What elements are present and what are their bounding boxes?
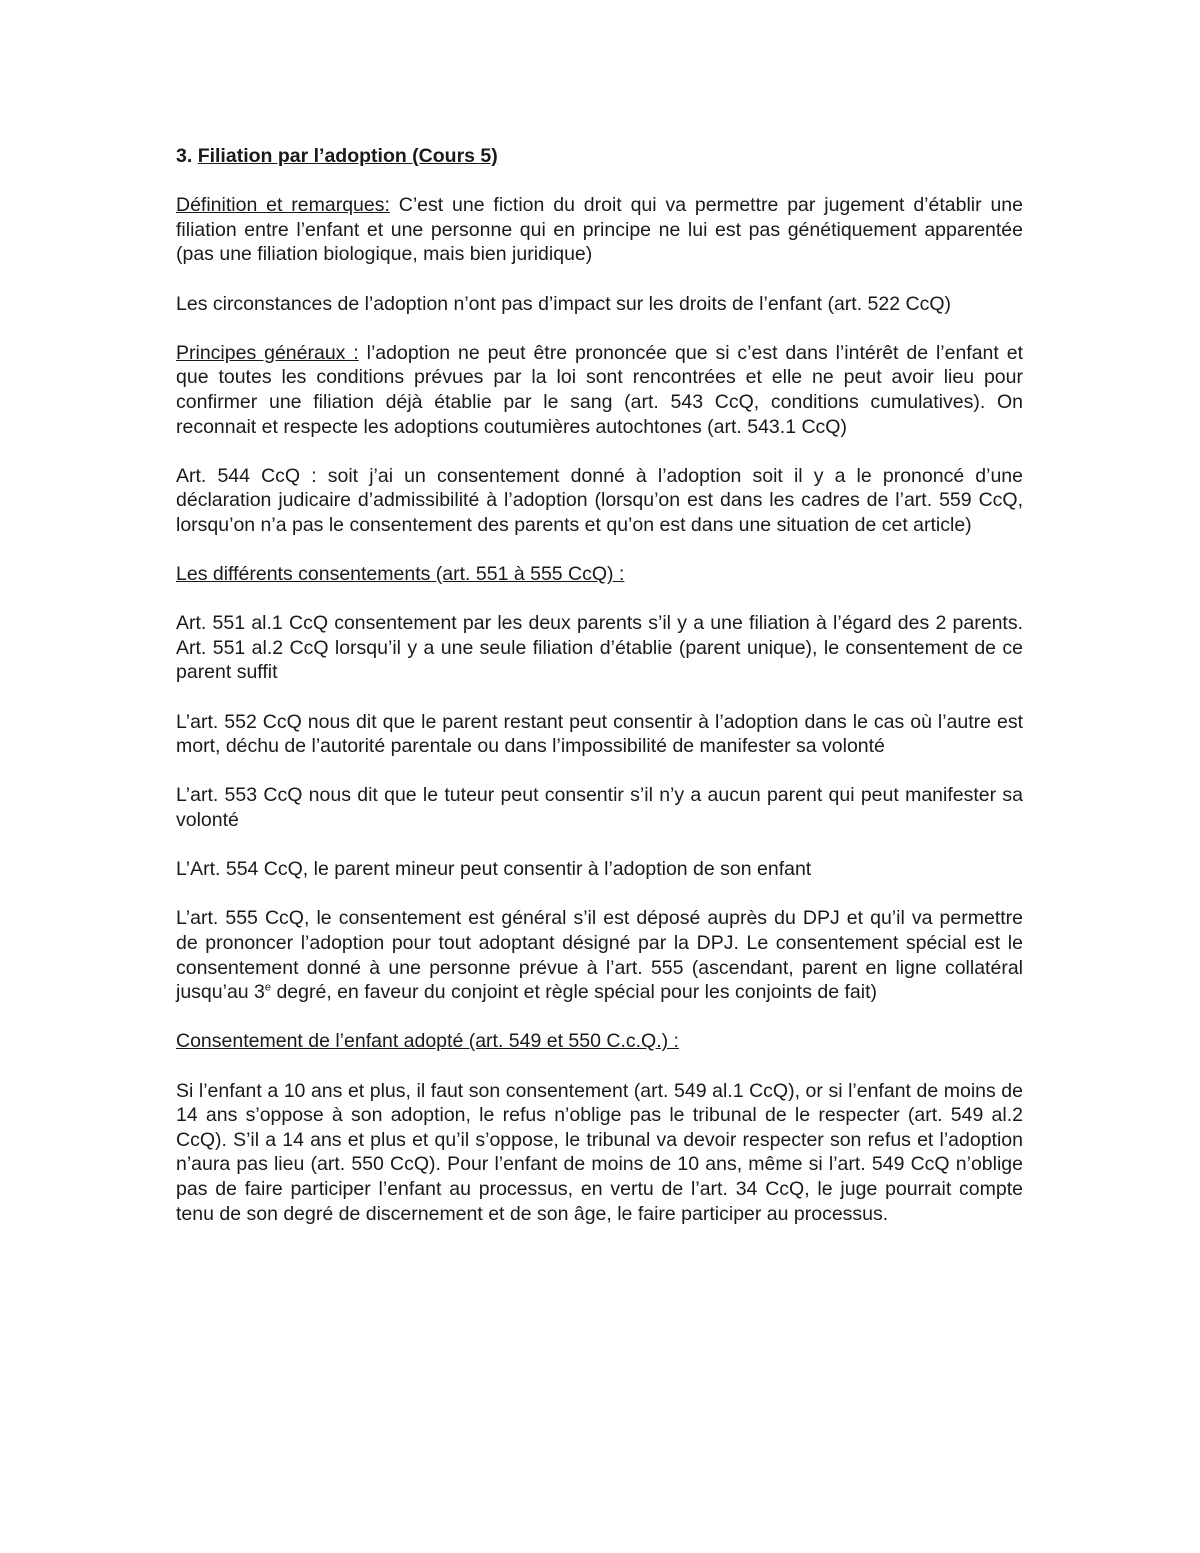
- art555-superscript: e: [264, 981, 272, 994]
- section-heading: [176, 144, 1023, 169]
- art544-paragraph: Art. 544 CcQ : soit j’ai un consentement donné à l’adoption soit il y a le prononcé d’une déclaration judicaire d’admissibilité à l’adoption (lorsqu’on est dans les cadres de l’art. 559 CcQ, lorsqu’on n’a pas le consentement des parents et qu’on est dans une situation de cet article): [176, 464, 1023, 536]
- enfant-heading: Consentement de l’enfant adopté (art. 549 et 550 C.c.Q.) :: [176, 1030, 679, 1053]
- section-title: Filiation par l’adoption (Cours 5): [197, 145, 498, 167]
- principes-paragraph: [176, 341, 1023, 439]
- document-body: [176, 144, 1023, 1251]
- circonstances-paragraph: Les circonstances de l’adoption n’ont pas d’impact sur les droits de l’enfant (art. 522 CcQ): [176, 292, 951, 315]
- art555-text-b: degré, en faveur du conjoint et règle spécial pour les conjoints de fait): [271, 981, 877, 1004]
- art553-paragraph: L’art. 553 CcQ nous dit que le tuteur peut consentir s’il n’y a aucun parent qui peut manifester sa volonté: [176, 784, 1023, 832]
- definition-label: Définition et remarques:: [176, 194, 390, 217]
- consentements-heading: Les différents consentements (art. 551 à 555 CcQ) :: [176, 563, 625, 586]
- art555-text-a: L’art. 555 CcQ, le consentement est général s’il est déposé auprès du DPJ et qu’il va permettre de prononcer l’adoption pour tout adoptant désigné par la DPJ. Le consentement spécial est le consentement donné à une personne prévue à l’art. 555 (ascendant, parent en ligne collatéral jusqu’au 3: [176, 907, 1023, 1004]
- section-number: 3.: [176, 145, 198, 167]
- enfant-paragraph: Si l’enfant a 10 ans et plus, il faut son consentement (art. 549 al.1 CcQ), or si l’enfant de moins de 14 ans s’oppose à son adoption, le refus n’oblige pas le tribunal de le respecter (art. 549 al.2 CcQ). S’il a 14 ans et plus et qu’il s’oppose, le tribunal va devoir respecter son refus et l’adoption n’aura pas lieu (art. 550 CcQ). Pour l’enfant de moins de 10 ans, même si l’art. 549 CcQ n’oblige pas de faire participer l’enfant au processus, en vertu de l’art. 34 CcQ, le juge pourrait compte tenu de son degré de discernement et de son âge, le faire participer au processus.: [176, 1079, 1023, 1225]
- art551-paragraph: Art. 551 al.1 CcQ consentement par les deux parents s’il y a une filiation à l’égard des 2 parents. Art. 551 al.2 CcQ lorsqu’il y a une seule filiation d’établie (parent unique), le consentement de ce parent suffit: [176, 612, 1023, 684]
- art555-paragraph: [176, 906, 1023, 1004]
- principes-text: l’adoption ne peut être prononcée que si c’est dans l’intérêt de l’enfant et que toutes les conditions prévues par la loi sont rencontrées et elle ne peut avoir lieu pour confirmer une filiation déjà établie par le sang (art. 543 CcQ, conditions cumulatives). On reconnait et respecte les adoptions coutumières autochtones (art. 543.1 CcQ): [176, 341, 1023, 438]
- principes-label: Principes généraux :: [176, 341, 359, 364]
- definition-paragraph: [176, 193, 1023, 267]
- art554-paragraph: L’Art. 554 CcQ, le parent mineur peut consentir à l’adoption de son enfant: [176, 858, 812, 881]
- definition-text: C’est une fiction du droit qui va permettre par jugement d’établir une filiation entre l’enfant et une personne qui en principe ne lui est pas génétiquement apparentée (pas une filiation biologique, mais bien juridique): [176, 194, 1023, 266]
- art552-paragraph: L’art. 552 CcQ nous dit que le parent restant peut consentir à l’adoption dans le cas où l’autre est mort, déchu de l’autorité parentale ou dans l’impossibilité de manifester sa volonté: [176, 710, 1023, 758]
